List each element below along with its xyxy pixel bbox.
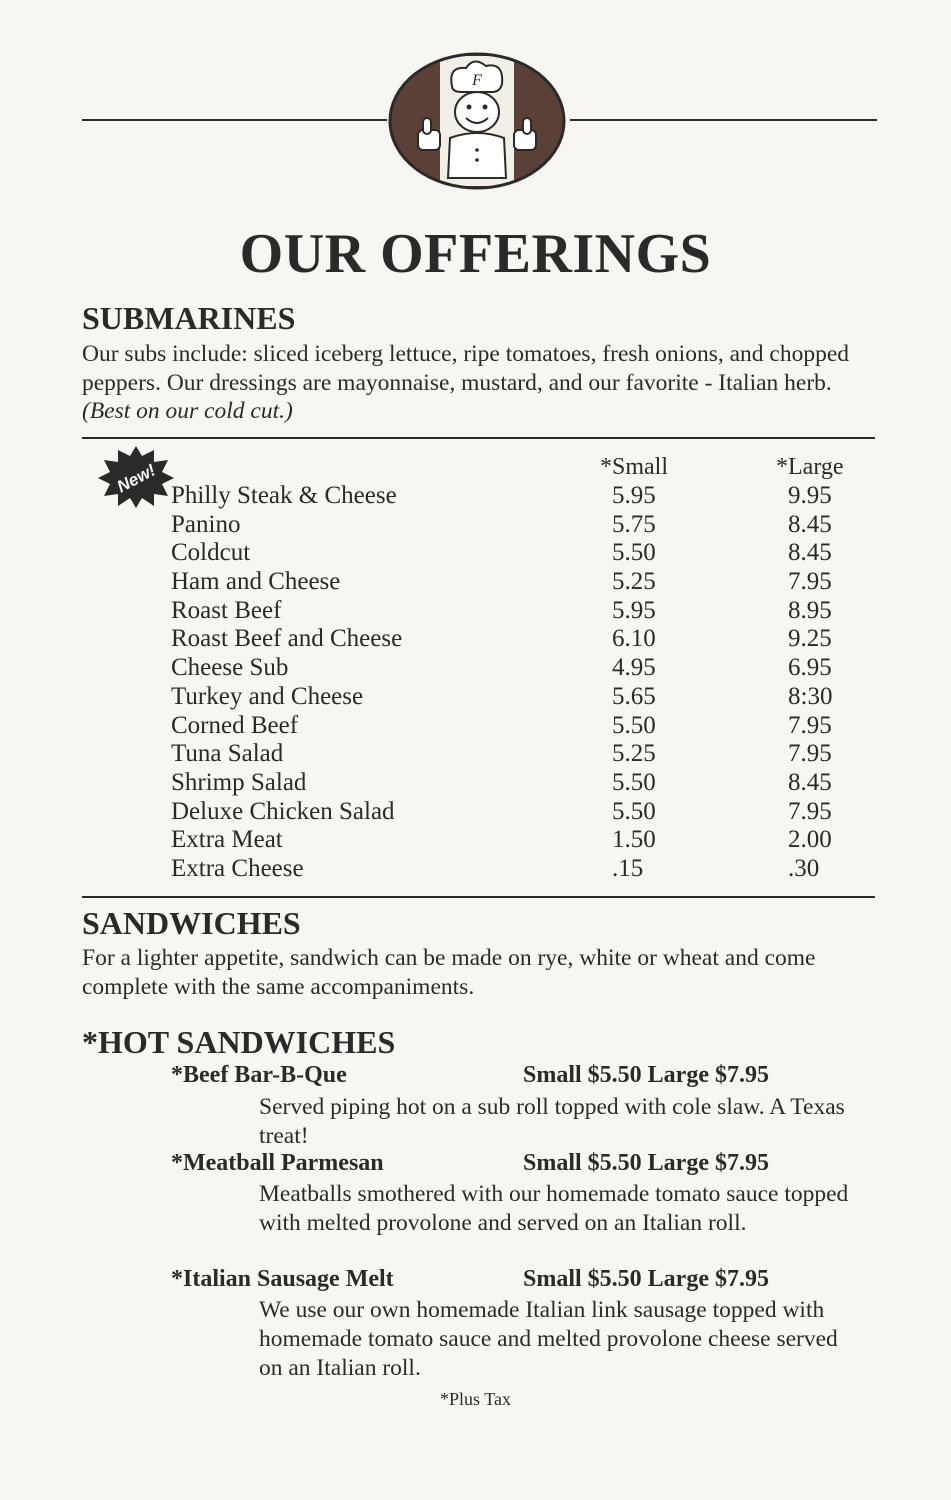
sub-small-price: 5.50	[612, 768, 656, 796]
logo-letter: F	[472, 72, 482, 89]
sub-name: Philly Steak & Cheese	[171, 482, 397, 509]
sub-row-extra-meat	[0, 826, 951, 855]
sub-name: Cheese Sub	[171, 654, 289, 682]
sub-small-price: 1.50	[612, 826, 656, 854]
sub-row-panino	[0, 511, 951, 540]
sub-row-extra-cheese	[0, 855, 951, 884]
sub-small-price: 5.50	[612, 797, 656, 825]
sub-row-roast-beef-cheese	[0, 625, 951, 654]
sub-large-price: 9.25	[788, 625, 832, 653]
sub-large-price: 7.95	[788, 797, 832, 825]
sub-small-price: 5.95	[612, 482, 656, 509]
sub-small-price: 5.50	[612, 711, 656, 739]
new-badge-label: New!	[113, 460, 159, 497]
sub-small-price: .15	[612, 854, 644, 882]
sub-small-price: 5.65	[612, 682, 656, 710]
sub-large-price: 7.95	[788, 711, 832, 739]
hot-item-price: Small $5.50 Large $7.95	[523, 1266, 769, 1292]
header-rule-left	[82, 119, 387, 121]
sub-row-cheese-sub	[0, 654, 951, 683]
sub-large-price: 2.00	[788, 826, 832, 854]
sub-name: Coldcut	[171, 539, 251, 567]
sub-large-price: 8.45	[788, 539, 832, 567]
sub-row-coldcut	[0, 539, 951, 568]
sub-large-price: 7.95	[788, 568, 832, 596]
sub-small-price: 4.95	[612, 654, 656, 682]
sub-name: Roast Beef	[171, 596, 282, 624]
sub-name: Deluxe Chicken Salad	[171, 797, 395, 825]
sub-name: Panino	[171, 510, 241, 538]
sub-small-price: 6.10	[612, 625, 656, 653]
sub-row-philly	[0, 482, 951, 511]
sandwiches-heading: SANDWICHES	[82, 905, 301, 941]
sub-name: Corned Beef	[171, 711, 299, 739]
submarines-heading: SUBMARINES	[82, 300, 296, 336]
sub-name: Shrimp Salad	[171, 768, 307, 796]
sub-row-shrimp-salad	[0, 769, 951, 798]
submarines-list	[0, 482, 951, 884]
chef-logo-icon	[388, 52, 566, 190]
sub-small-price: 5.50	[612, 539, 656, 567]
table-top-rule	[82, 437, 875, 439]
sub-name: Ham and Cheese	[171, 568, 341, 596]
hot-item-desc: We use our own homemade Italian link sausage topped with homemade tomato sauce and melted provolone cheese served on an Italian roll.	[259, 1297, 838, 1381]
header-rule-right	[570, 119, 877, 121]
sub-row-deluxe-chicken	[0, 798, 951, 827]
hot-item-name: *Meatball Parmesan	[171, 1150, 384, 1176]
sub-name: Extra Meat	[171, 826, 283, 854]
sub-large-price: 8.45	[788, 510, 832, 538]
sub-small-price: 5.75	[612, 510, 656, 538]
col-large-header: *Large	[776, 454, 844, 480]
sandwiches-intro: For a lighter appetite, sandwich can be made on rye, white or wheat and come complete with the same accompaniments.	[82, 945, 816, 1000]
hot-item-desc: Meatballs smothered with our homemade tomato sauce topped with melted provolone and served on an Italian roll.	[259, 1181, 849, 1236]
sub-large-price: 8:30	[788, 682, 833, 710]
sub-large-price: 8.45	[788, 768, 832, 796]
submarines-intro-text: Our subs include: sliced iceberg lettuce, ripe tomatoes, fresh onions, and chopped peppers. Our dressings are mayonnaise, mustard, and our favorite - Italian herb.	[82, 341, 850, 396]
submarines-intro	[82, 340, 882, 426]
sub-row-corned-beef	[0, 712, 951, 741]
sub-large-price: 9.95	[788, 482, 832, 509]
sub-name: Tuna Salad	[171, 740, 284, 768]
sub-small-price: 5.95	[612, 596, 656, 624]
hot-item-name: *Beef Bar-B-Que	[171, 1062, 347, 1088]
page-title: OUR OFFERINGS	[239, 223, 712, 285]
sub-large-price: 7.95	[788, 740, 832, 768]
sub-name: Extra Cheese	[171, 854, 304, 882]
sub-small-price: 5.25	[612, 740, 656, 768]
hot-item-name: *Italian Sausage Melt	[171, 1266, 394, 1292]
sub-name: Turkey and Cheese	[171, 682, 364, 710]
sub-row-roast-beef	[0, 597, 951, 626]
sub-small-price: 5.25	[612, 568, 656, 596]
sub-large-price: .30	[788, 854, 820, 882]
hot-item-price: Small $5.50 Large $7.95	[523, 1062, 769, 1088]
sub-row-turkey-cheese	[0, 683, 951, 712]
sub-name: Roast Beef and Cheese	[171, 625, 403, 653]
plus-tax-footnote: *Plus Tax	[440, 1389, 511, 1409]
hot-item-price: Small $5.50 Large $7.95	[523, 1150, 769, 1176]
col-small-header: *Small	[600, 454, 669, 480]
sub-row-ham-cheese	[0, 568, 951, 597]
submarines-intro-note: (Best on our cold cut.)	[82, 398, 293, 424]
table-bottom-rule	[82, 896, 875, 898]
sub-large-price: 6.95	[788, 654, 832, 682]
hot-item-desc: Served piping hot on a sub roll topped with cole slaw. A Texas treat!	[259, 1094, 845, 1149]
sub-large-price: 8.95	[788, 596, 832, 624]
hot-sandwiches-heading: *HOT SANDWICHES	[82, 1024, 396, 1060]
sub-row-tuna-salad	[0, 740, 951, 769]
